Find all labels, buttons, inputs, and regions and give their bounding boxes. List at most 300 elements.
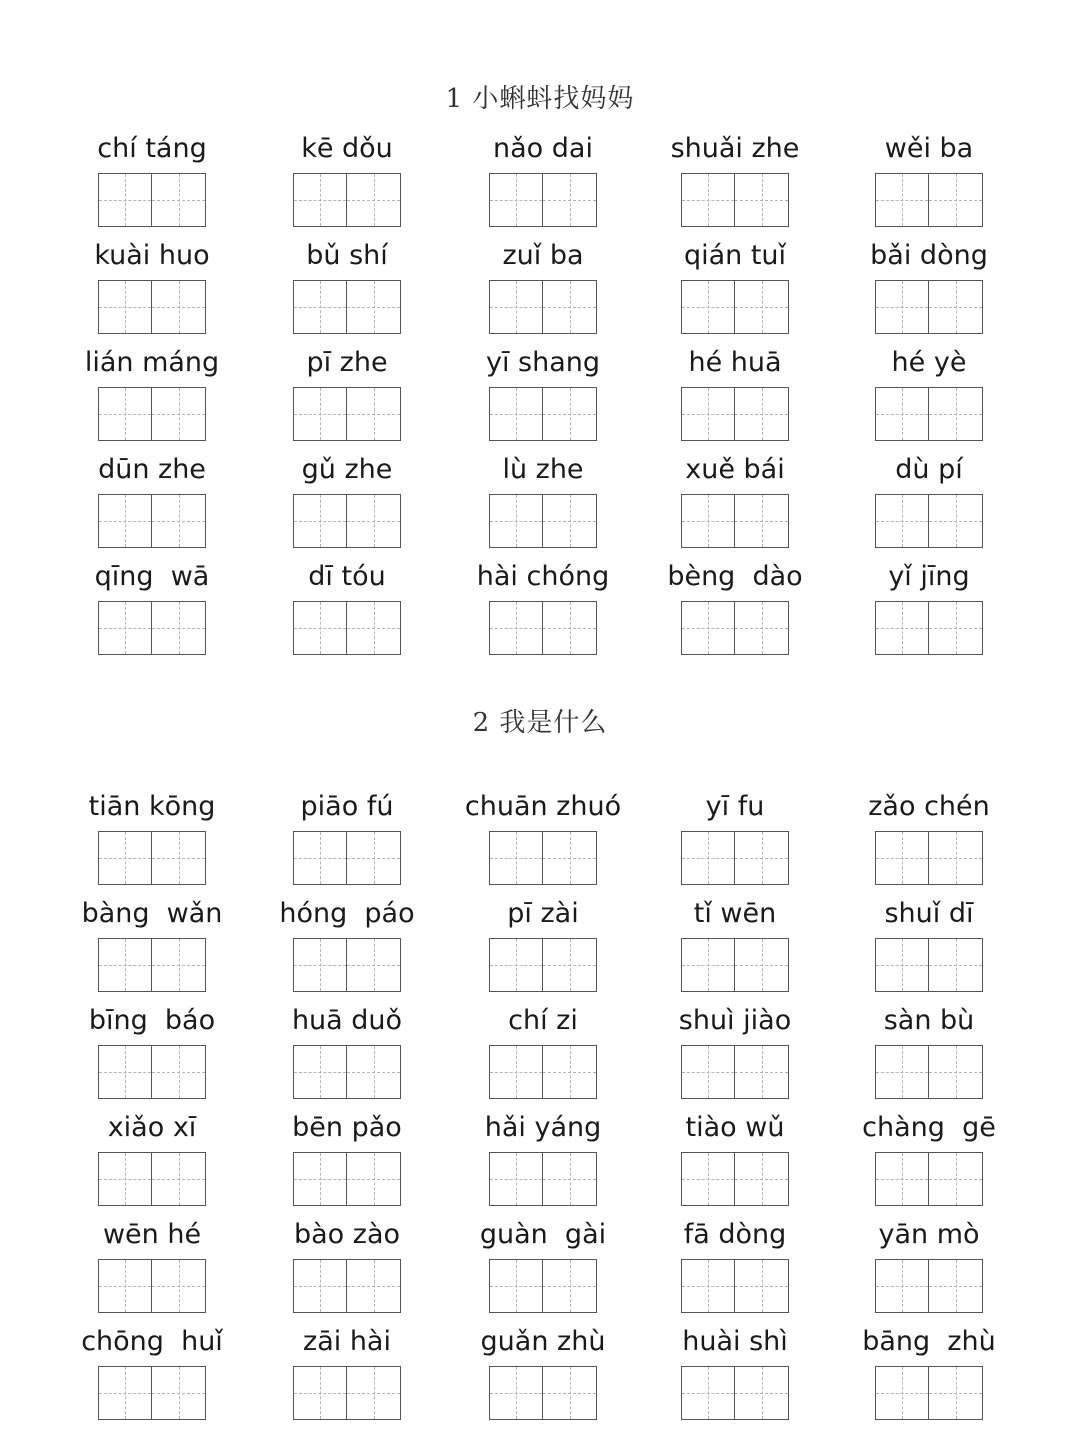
word-item <box>839 561 1019 661</box>
pinyin-label: shuì jiào <box>678 1005 792 1036</box>
pinyin-label: pī zhe <box>306 347 388 378</box>
word-item <box>645 1219 825 1319</box>
writing-boxes <box>293 494 401 548</box>
writing-boxes <box>293 938 401 992</box>
word-item <box>62 240 242 340</box>
tian-zi-box[interactable] <box>929 601 983 655</box>
writing-boxes <box>875 173 983 227</box>
tian-zi-box[interactable] <box>489 1045 543 1099</box>
guide-line-vertical <box>516 174 517 226</box>
tian-zi-box[interactable] <box>347 1259 401 1313</box>
tian-zi-box[interactable] <box>929 387 983 441</box>
writing-boxes <box>681 173 789 227</box>
guide-line-vertical <box>762 281 763 333</box>
tian-zi-box[interactable] <box>543 387 597 441</box>
writing-boxes <box>293 601 401 655</box>
word-item <box>645 454 825 554</box>
guide-line-vertical <box>179 1153 180 1205</box>
pinyin-label: lù zhe <box>502 454 584 485</box>
writing-boxes <box>681 1152 789 1206</box>
word-item <box>257 561 437 661</box>
tian-zi-box[interactable] <box>152 173 206 227</box>
writing-boxes <box>681 1366 789 1420</box>
tian-zi-box[interactable] <box>543 1366 597 1420</box>
guide-line-vertical <box>320 939 321 991</box>
pinyin-label: hé huā <box>688 347 782 378</box>
writing-boxes <box>98 280 206 334</box>
guide-line-vertical <box>708 1153 709 1205</box>
tian-zi-box[interactable] <box>347 1366 401 1420</box>
pinyin-label: kē dǒu <box>301 133 393 164</box>
guide-line-vertical <box>516 832 517 884</box>
tian-zi-box[interactable] <box>735 1045 789 1099</box>
writing-boxes <box>98 601 206 655</box>
tian-zi-box[interactable] <box>681 831 735 885</box>
pinyin-label: qīng wā <box>94 561 210 592</box>
tian-zi-box[interactable] <box>347 280 401 334</box>
word-item <box>839 1005 1019 1105</box>
guide-line-vertical <box>902 281 903 333</box>
guide-line-vertical <box>570 388 571 440</box>
tian-zi-box[interactable] <box>293 387 347 441</box>
writing-boxes <box>489 387 597 441</box>
writing-boxes <box>98 831 206 885</box>
guide-line-vertical <box>902 388 903 440</box>
guide-line-vertical <box>570 1260 571 1312</box>
guide-line-vertical <box>762 832 763 884</box>
tian-zi-box[interactable] <box>293 494 347 548</box>
guide-line-vertical <box>516 939 517 991</box>
tian-zi-box[interactable] <box>347 831 401 885</box>
word-row <box>0 454 1080 554</box>
word-row <box>0 561 1080 661</box>
tian-zi-box[interactable] <box>929 938 983 992</box>
writing-boxes <box>489 494 597 548</box>
tian-zi-box[interactable] <box>875 494 929 548</box>
guide-line-vertical <box>320 602 321 654</box>
writing-boxes <box>875 1045 983 1099</box>
guide-line-vertical <box>320 388 321 440</box>
pinyin-label: guǎn zhù <box>480 1326 606 1357</box>
tian-zi-box[interactable] <box>152 1259 206 1313</box>
tian-zi-box[interactable] <box>681 173 735 227</box>
word-item <box>645 240 825 340</box>
pinyin-label: chí táng <box>97 133 207 164</box>
pinyin-label: tǐ wēn <box>693 898 777 929</box>
word-item <box>839 1326 1019 1426</box>
guide-line-vertical <box>708 495 709 547</box>
lesson-2-title: 2 我是什么 <box>472 708 608 738</box>
tian-zi-box[interactable] <box>875 938 929 992</box>
word-row <box>0 898 1080 998</box>
tian-zi-box[interactable] <box>293 938 347 992</box>
pinyin-label: hóng páo <box>279 898 415 929</box>
tian-zi-box[interactable] <box>347 938 401 992</box>
word-item <box>62 1326 242 1426</box>
writing-boxes <box>293 1259 401 1313</box>
tian-zi-box[interactable] <box>735 1366 789 1420</box>
word-item <box>62 454 242 554</box>
tian-zi-box[interactable] <box>681 1045 735 1099</box>
word-row <box>0 1005 1080 1105</box>
word-item <box>62 133 242 233</box>
tian-zi-box[interactable] <box>929 1152 983 1206</box>
guide-line-vertical <box>179 281 180 333</box>
tian-zi-box[interactable] <box>735 280 789 334</box>
writing-boxes <box>293 173 401 227</box>
word-item <box>453 1219 633 1319</box>
tian-zi-box[interactable] <box>489 1152 543 1206</box>
tian-zi-box[interactable] <box>735 387 789 441</box>
tian-zi-box[interactable] <box>152 1045 206 1099</box>
tian-zi-box[interactable] <box>98 601 152 655</box>
pinyin-label: piāo fú <box>300 791 394 822</box>
guide-line-vertical <box>374 1153 375 1205</box>
tian-zi-box[interactable] <box>875 1045 929 1099</box>
writing-boxes <box>293 387 401 441</box>
pinyin-label: huài shì <box>682 1326 788 1357</box>
tian-zi-box[interactable] <box>152 1366 206 1420</box>
tian-zi-box[interactable] <box>929 494 983 548</box>
pinyin-label: guàn gài <box>479 1219 607 1250</box>
tian-zi-box[interactable] <box>347 173 401 227</box>
pinyin-label: yī shang <box>485 347 601 378</box>
word-item <box>62 347 242 447</box>
tian-zi-box[interactable] <box>929 173 983 227</box>
word-item <box>453 240 633 340</box>
tian-zi-box[interactable] <box>293 831 347 885</box>
guide-line-vertical <box>320 174 321 226</box>
tian-zi-box[interactable] <box>489 387 543 441</box>
writing-boxes <box>489 1259 597 1313</box>
tian-zi-box[interactable] <box>489 938 543 992</box>
tian-zi-box[interactable] <box>98 1152 152 1206</box>
guide-line-vertical <box>374 602 375 654</box>
tian-zi-box[interactable] <box>875 387 929 441</box>
guide-line-vertical <box>956 281 957 333</box>
guide-line-vertical <box>762 602 763 654</box>
pinyin-label: tiào wǔ <box>685 1112 785 1143</box>
writing-boxes <box>293 1366 401 1420</box>
word-item <box>453 898 633 998</box>
tian-zi-box[interactable] <box>875 1152 929 1206</box>
guide-line-vertical <box>320 495 321 547</box>
guide-line-vertical <box>708 388 709 440</box>
tian-zi-box[interactable] <box>347 601 401 655</box>
tian-zi-box[interactable] <box>735 601 789 655</box>
tian-zi-box[interactable] <box>489 831 543 885</box>
tian-zi-box[interactable] <box>681 1259 735 1313</box>
tian-zi-box[interactable] <box>347 387 401 441</box>
tian-zi-box[interactable] <box>735 831 789 885</box>
word-row <box>0 347 1080 447</box>
guide-line-vertical <box>902 1260 903 1312</box>
writing-boxes <box>875 387 983 441</box>
guide-line-vertical <box>125 281 126 333</box>
tian-zi-box[interactable] <box>875 1366 929 1420</box>
tian-zi-box[interactable] <box>489 601 543 655</box>
pinyin-label: hǎi yáng <box>484 1112 602 1143</box>
guide-line-vertical <box>708 939 709 991</box>
word-item <box>453 791 633 891</box>
guide-line-vertical <box>902 939 903 991</box>
tian-zi-box[interactable] <box>152 280 206 334</box>
tian-zi-box[interactable] <box>489 1259 543 1313</box>
tian-zi-box[interactable] <box>152 938 206 992</box>
tian-zi-box[interactable] <box>293 1259 347 1313</box>
guide-line-vertical <box>179 832 180 884</box>
tian-zi-box[interactable] <box>543 1152 597 1206</box>
tian-zi-box[interactable] <box>681 938 735 992</box>
guide-line-vertical <box>902 602 903 654</box>
tian-zi-box[interactable] <box>347 1152 401 1206</box>
guide-line-vertical <box>516 1260 517 1312</box>
tian-zi-box[interactable] <box>681 1366 735 1420</box>
writing-boxes <box>98 1259 206 1313</box>
guide-line-vertical <box>374 388 375 440</box>
guide-line-vertical <box>570 832 571 884</box>
word-item <box>62 561 242 661</box>
tian-zi-box[interactable] <box>347 1045 401 1099</box>
guide-line-vertical <box>374 281 375 333</box>
guide-line-vertical <box>374 174 375 226</box>
tian-zi-box[interactable] <box>543 173 597 227</box>
tian-zi-box[interactable] <box>98 1366 152 1420</box>
guide-line-vertical <box>956 939 957 991</box>
writing-boxes <box>875 938 983 992</box>
tian-zi-box[interactable] <box>543 1259 597 1313</box>
tian-zi-box[interactable] <box>98 1259 152 1313</box>
writing-boxes <box>98 1366 206 1420</box>
writing-boxes <box>98 1045 206 1099</box>
guide-line-vertical <box>179 1260 180 1312</box>
guide-line-vertical <box>570 1153 571 1205</box>
guide-line-vertical <box>708 602 709 654</box>
pinyin-label: zuǐ ba <box>502 240 584 271</box>
writing-boxes <box>293 1152 401 1206</box>
tian-zi-box[interactable] <box>489 173 543 227</box>
word-item <box>257 898 437 998</box>
tian-zi-box[interactable] <box>929 1045 983 1099</box>
writing-boxes <box>293 280 401 334</box>
writing-boxes <box>489 831 597 885</box>
guide-line-vertical <box>902 174 903 226</box>
tian-zi-box[interactable] <box>152 1152 206 1206</box>
tian-zi-box[interactable] <box>152 831 206 885</box>
guide-line-vertical <box>179 388 180 440</box>
tian-zi-box[interactable] <box>98 831 152 885</box>
word-item <box>257 454 437 554</box>
word-item <box>645 1326 825 1426</box>
tian-zi-box[interactable] <box>875 1259 929 1313</box>
tian-zi-box[interactable] <box>152 601 206 655</box>
tian-zi-box[interactable] <box>543 831 597 885</box>
tian-zi-box[interactable] <box>875 831 929 885</box>
writing-boxes <box>489 1366 597 1420</box>
word-item <box>839 133 1019 233</box>
writing-boxes <box>875 494 983 548</box>
word-item <box>839 1112 1019 1212</box>
tian-zi-box[interactable] <box>98 387 152 441</box>
writing-boxes <box>875 1366 983 1420</box>
tian-zi-box[interactable] <box>293 601 347 655</box>
guide-line-vertical <box>902 1153 903 1205</box>
guide-line-vertical <box>762 388 763 440</box>
guide-line-vertical <box>762 939 763 991</box>
word-item <box>257 1112 437 1212</box>
guide-line-vertical <box>179 1046 180 1098</box>
pinyin-label: lián máng <box>84 347 220 378</box>
guide-line-vertical <box>320 1367 321 1419</box>
pinyin-label: shuǐ dī <box>884 898 974 929</box>
guide-line-vertical <box>179 939 180 991</box>
word-item <box>62 1112 242 1212</box>
guide-line-vertical <box>374 495 375 547</box>
tian-zi-box[interactable] <box>543 601 597 655</box>
tian-zi-box[interactable] <box>543 938 597 992</box>
pinyin-label: bǔ shí <box>306 240 388 271</box>
word-item <box>62 1005 242 1105</box>
guide-line-vertical <box>374 939 375 991</box>
guide-line-vertical <box>902 1046 903 1098</box>
tian-zi-box[interactable] <box>152 494 206 548</box>
tian-zi-box[interactable] <box>735 938 789 992</box>
guide-line-vertical <box>125 174 126 226</box>
word-item <box>257 1219 437 1319</box>
guide-line-vertical <box>956 1046 957 1098</box>
guide-line-vertical <box>320 1153 321 1205</box>
guide-line-vertical <box>125 832 126 884</box>
guide-line-vertical <box>762 174 763 226</box>
word-item <box>645 133 825 233</box>
guide-line-vertical <box>374 1367 375 1419</box>
word-row <box>0 791 1080 891</box>
tian-zi-box[interactable] <box>929 1366 983 1420</box>
guide-line-vertical <box>762 495 763 547</box>
word-row <box>0 240 1080 340</box>
tian-zi-box[interactable] <box>98 173 152 227</box>
tian-zi-box[interactable] <box>293 1152 347 1206</box>
guide-line-vertical <box>902 495 903 547</box>
tian-zi-box[interactable] <box>489 494 543 548</box>
pinyin-label: yī fu <box>705 791 765 822</box>
writing-boxes <box>98 938 206 992</box>
pinyin-label: fā dòng <box>683 1219 787 1250</box>
pinyin-label: sàn bù <box>883 1005 975 1036</box>
tian-zi-box[interactable] <box>543 280 597 334</box>
pinyin-label: yǐ jīng <box>888 561 970 592</box>
tian-zi-box[interactable] <box>735 173 789 227</box>
tian-zi-box[interactable] <box>293 173 347 227</box>
tian-zi-box[interactable] <box>293 1045 347 1099</box>
word-item <box>839 347 1019 447</box>
pinyin-label: xuě bái <box>685 454 785 485</box>
pinyin-label: gǔ zhe <box>301 454 393 485</box>
tian-zi-box[interactable] <box>875 601 929 655</box>
guide-line-vertical <box>516 495 517 547</box>
guide-line-vertical <box>179 495 180 547</box>
pinyin-label: chōng huǐ <box>81 1326 223 1357</box>
guide-line-vertical <box>570 1046 571 1098</box>
writing-boxes <box>681 387 789 441</box>
tian-zi-box[interactable] <box>543 1045 597 1099</box>
tian-zi-box[interactable] <box>489 1366 543 1420</box>
guide-line-vertical <box>570 281 571 333</box>
tian-zi-box[interactable] <box>681 494 735 548</box>
writing-boxes <box>681 1045 789 1099</box>
guide-line-vertical <box>125 1367 126 1419</box>
tian-zi-box[interactable] <box>681 280 735 334</box>
tian-zi-box[interactable] <box>98 938 152 992</box>
guide-line-vertical <box>902 832 903 884</box>
guide-line-vertical <box>516 1153 517 1205</box>
word-item <box>453 561 633 661</box>
writing-boxes <box>98 1152 206 1206</box>
writing-boxes <box>681 831 789 885</box>
tian-zi-box[interactable] <box>875 173 929 227</box>
tian-zi-box[interactable] <box>875 280 929 334</box>
word-item <box>453 454 633 554</box>
writing-boxes <box>293 831 401 885</box>
tian-zi-box[interactable] <box>929 280 983 334</box>
guide-line-vertical <box>516 1367 517 1419</box>
word-item <box>839 240 1019 340</box>
writing-boxes <box>489 1045 597 1099</box>
guide-line-vertical <box>570 1367 571 1419</box>
tian-zi-box[interactable] <box>347 494 401 548</box>
tian-zi-box[interactable] <box>681 601 735 655</box>
writing-boxes <box>98 173 206 227</box>
word-item <box>839 791 1019 891</box>
tian-zi-box[interactable] <box>152 387 206 441</box>
guide-line-vertical <box>320 832 321 884</box>
tian-zi-box[interactable] <box>543 494 597 548</box>
pinyin-label: bèng dào <box>667 561 803 592</box>
word-item <box>645 347 825 447</box>
pinyin-label: chàng gē <box>862 1112 996 1143</box>
tian-zi-box[interactable] <box>929 1259 983 1313</box>
pinyin-label: shuǎi zhe <box>670 133 800 164</box>
guide-line-vertical <box>762 1153 763 1205</box>
guide-line-vertical <box>374 832 375 884</box>
word-item <box>453 1112 633 1212</box>
tian-zi-box[interactable] <box>735 494 789 548</box>
pinyin-label: chuān zhuó <box>464 791 622 822</box>
tian-zi-box[interactable] <box>293 280 347 334</box>
word-item <box>839 898 1019 998</box>
tian-zi-box[interactable] <box>929 831 983 885</box>
guide-line-vertical <box>570 602 571 654</box>
writing-boxes <box>875 1152 983 1206</box>
guide-line-vertical <box>374 1046 375 1098</box>
tian-zi-box[interactable] <box>98 280 152 334</box>
tian-zi-box[interactable] <box>735 1152 789 1206</box>
tian-zi-box[interactable] <box>681 387 735 441</box>
tian-zi-box[interactable] <box>735 1259 789 1313</box>
tian-zi-box[interactable] <box>293 1366 347 1420</box>
tian-zi-box[interactable] <box>681 1152 735 1206</box>
tian-zi-box[interactable] <box>98 1045 152 1099</box>
word-item <box>257 791 437 891</box>
guide-line-vertical <box>320 1046 321 1098</box>
guide-line-vertical <box>179 1367 180 1419</box>
guide-line-vertical <box>516 388 517 440</box>
word-item <box>645 791 825 891</box>
writing-boxes <box>681 494 789 548</box>
tian-zi-box[interactable] <box>98 494 152 548</box>
tian-zi-box[interactable] <box>489 280 543 334</box>
guide-line-vertical <box>956 174 957 226</box>
